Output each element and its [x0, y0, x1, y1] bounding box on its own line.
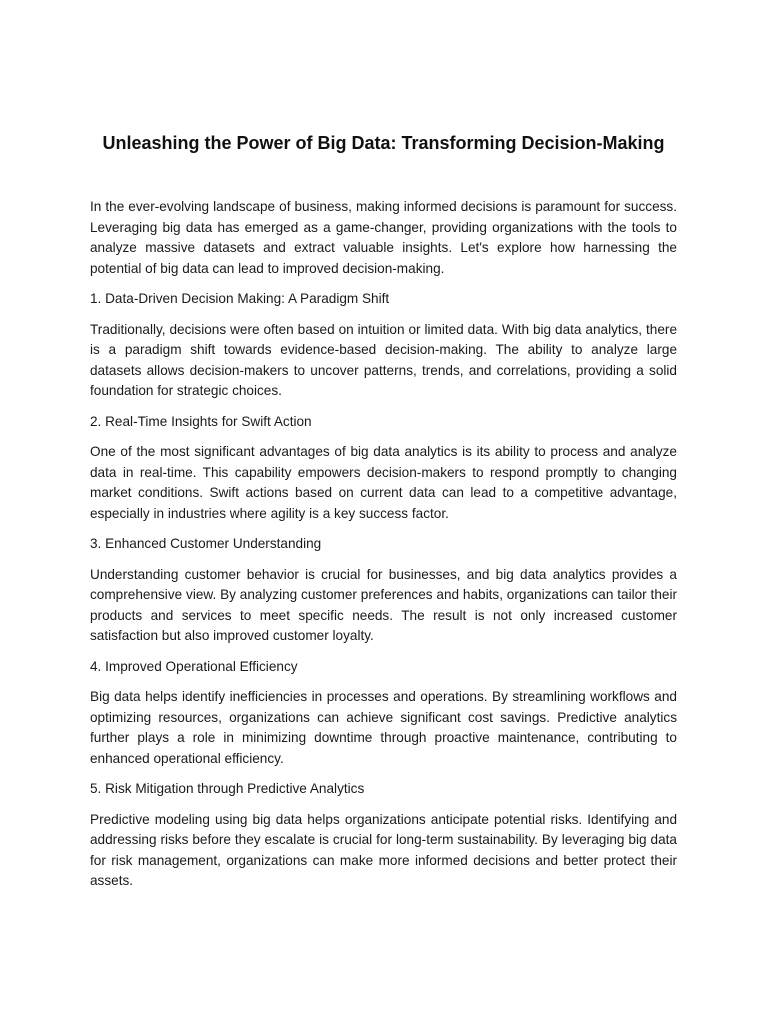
section-heading: 1. Data-Driven Decision Making: A Paradigm Shift	[90, 291, 390, 306]
section-2	[90, 412, 677, 525]
section-paragraph: Understanding customer behavior is crucial for businesses, and big data analytics provides a comprehensive view. By analyzing customer preferences and habits, organizations can tailor their products and services to meet specific needs. The result is not only increased customer satisfaction but also improved customer loyalty.	[90, 566, 677, 643]
document-body	[90, 197, 677, 902]
section-5	[90, 779, 677, 892]
section-paragraph: One of the most significant advantages of big data analytics is its ability to process and analyze data in real-time. This capability empowers decision-makers to respond promptly to changing market conditions. Swift actions based on current data can lead to a competitive advantage, especially in industries where agility is a key success factor.	[90, 444, 677, 521]
section-heading: 5. Risk Mitigation through Predictive Analytics	[90, 781, 365, 796]
intro-paragraph: In the ever-evolving landscape of business, making informed decisions is paramount for success. Leveraging big data has emerged as a game-changer, providing organizations with the tools to analyze massive datasets and extract valuable insights. Let's explore how harnessing the potential of big data can lead to improved decision-making.	[90, 199, 677, 276]
section-paragraph: Predictive modeling using big data helps organizations anticipate potential risks. Identifying and addressing risks before they escalate is crucial for long-term sustainability. By leveraging big data for risk management, organizations can make more informed decisions and better protect their assets.	[90, 811, 677, 888]
section-heading: 4. Improved Operational Efficiency	[90, 658, 298, 674]
section-1	[90, 289, 677, 402]
section-paragraph: Traditionally, decisions were often based on intuition or limited data. With big data analytics, there is a paradigm shift towards evidence-based decision-making. The ability to analyze large datasets allows decision-makers to uncover patterns, trends, and correlations, providing a solid foundation for strategic choices.	[90, 321, 677, 398]
document-title: Unleashing the Power of Big Data: Transforming Decision-Making	[102, 133, 665, 153]
section-heading: 2. Real-Time Insights for Swift Action	[90, 413, 312, 429]
section-heading: 3. Enhanced Customer Understanding	[90, 536, 322, 551]
section-3	[90, 534, 677, 647]
section-4	[90, 657, 677, 770]
section-paragraph: Big data helps identify inefficiencies in processes and operations. By streamlining workflows and optimizing resources, organizations can achieve significant cost savings. Predictive analytics further plays a role in minimizing downtime through proactive maintenance, contributing to enhanced operational efficiency.	[90, 689, 677, 766]
